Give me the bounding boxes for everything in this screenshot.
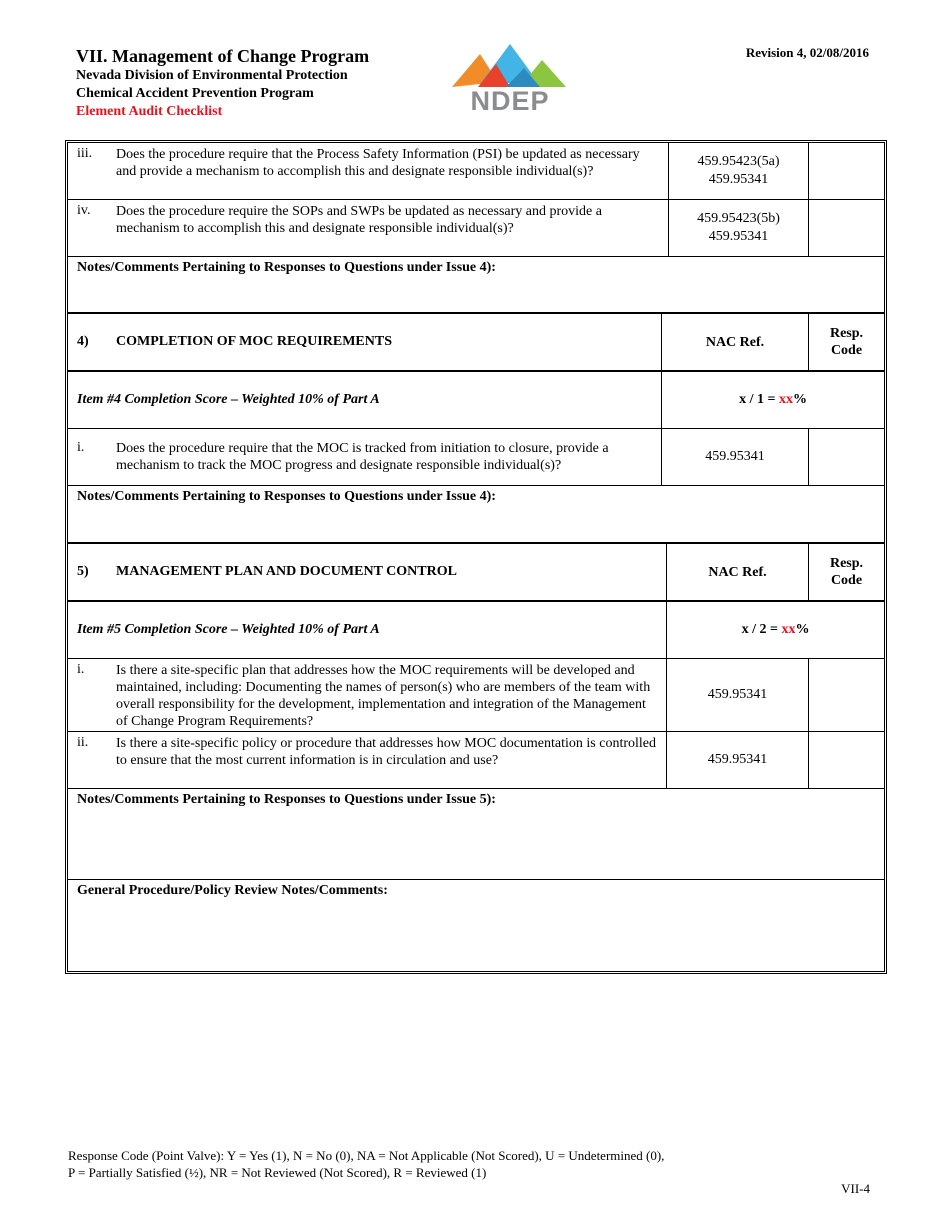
completion-score-value — [661, 372, 884, 428]
code-label: Code — [830, 573, 863, 588]
nac-ref: 459.95341 — [708, 172, 769, 187]
notes-label: Notes/Comments Pertaining to Responses to Questions under Issue 4): — [77, 489, 496, 504]
resp-label: Resp. — [829, 556, 864, 571]
score-prefix: x / 2 = — [741, 622, 782, 637]
nac-ref-cell — [668, 200, 808, 256]
question-text: Does the procedure require that the Process Safety Information (PSI) be updated as necessary and provide a mechanism to accomplish this and designate responsible individual(s)? — [116, 147, 640, 179]
document-header — [76, 45, 369, 121]
legend-line-1: Response Code (Point Valve): Y = Yes (1), N = No (0), NA = Not Applicable (Not Scored), U = Undetermined (0), — [68, 1148, 665, 1163]
question-number: i. — [77, 440, 85, 455]
nac-ref-cell: 459.95341 — [666, 659, 808, 731]
section-number: 5) — [77, 564, 89, 579]
score-placeholder: xx — [778, 392, 793, 407]
question-text: Is there a site-specific plan that addresses how the MOC requirements will be developed and maintained, including: Documenting the names of person(s) who are members of the team with overall responsibility for the development, implementation and integration of the Management of Change Program Requirements? — [116, 663, 651, 729]
response-code-cell[interactable] — [808, 200, 884, 256]
section-number: 4) — [77, 334, 89, 349]
question-text: Does the procedure require the SOPs and SWPs be updated as necessary and provide a mechanism to accomplish this and designate responsible individual(s)? — [116, 204, 602, 236]
question-number: ii. — [77, 735, 89, 750]
completion-score-label: Item #5 Completion Score – Weighted 10% of Part A — [77, 622, 380, 637]
table-row — [68, 732, 884, 789]
notes-label: Notes/Comments Pertaining to Responses to Questions under Issue 5): — [77, 792, 496, 807]
section-heading: COMPLETION OF MOC REQUIREMENTS — [116, 334, 392, 349]
general-notes-row[interactable] — [68, 880, 884, 971]
response-code-cell[interactable] — [808, 659, 884, 731]
logo-text: NDEP — [470, 86, 550, 116]
response-code-cell[interactable] — [808, 143, 884, 199]
mountain-logo-icon — [450, 42, 570, 92]
section-header-row — [68, 314, 884, 372]
score-suffix: % — [792, 392, 807, 407]
ndep-logo — [450, 42, 570, 122]
table-row — [68, 200, 884, 257]
response-code-legend — [68, 1147, 664, 1181]
score-prefix: x / 1 = — [739, 392, 779, 407]
question-text: Does the procedure require that the MOC is tracked from initiation to closure, provide a mechanism to track the MOC progress and designate responsible individual(s)? — [116, 441, 609, 473]
question-number: iii. — [77, 146, 93, 161]
nac-ref-cell: 459.95341 — [661, 429, 808, 485]
notes-row[interactable] — [68, 486, 884, 544]
resp-label: Resp. — [829, 326, 864, 341]
table-row — [68, 429, 884, 486]
table-row — [68, 659, 884, 732]
section-header-row — [68, 544, 884, 602]
completion-score-label: Item #4 Completion Score – Weighted 10% of Part A — [77, 392, 380, 407]
nac-ref-header: NAC Ref. — [666, 544, 808, 600]
section-heading: MANAGEMENT PLAN AND DOCUMENT CONTROL — [116, 564, 457, 579]
checklist-title: Element Audit Checklist — [76, 104, 223, 119]
resp-code-header — [808, 544, 884, 600]
score-suffix: % — [795, 622, 810, 637]
question-number: i. — [77, 662, 85, 677]
nac-ref-header: NAC Ref. — [661, 314, 808, 370]
organization-name: Nevada Division of Environmental Protection — [76, 68, 348, 83]
code-label: Code — [830, 343, 863, 358]
nac-ref-cell — [668, 143, 808, 199]
notes-label: Notes/Comments Pertaining to Responses to Questions under Issue 4): — [77, 260, 496, 275]
nac-ref: 459.95341 — [708, 229, 769, 244]
program-name: Chemical Accident Prevention Program — [76, 86, 314, 101]
completion-score-value — [666, 602, 884, 658]
table-row — [68, 143, 884, 200]
score-row — [68, 372, 884, 429]
question-number: iv. — [77, 203, 91, 218]
notes-row[interactable] — [68, 257, 884, 314]
nac-ref: 459.95423(5b) — [697, 211, 780, 226]
nac-ref-cell: 459.95341 — [666, 732, 808, 788]
notes-row[interactable] — [68, 789, 884, 880]
legend-line-2: P = Partially Satisfied (½), NR = Not Reviewed (Not Scored), R = Reviewed (1) — [68, 1165, 487, 1180]
response-code-cell[interactable] — [808, 732, 884, 788]
resp-code-header — [808, 314, 884, 370]
score-row — [68, 602, 884, 659]
general-notes-label: General Procedure/Policy Review Notes/Comments: — [77, 883, 388, 898]
question-text: Is there a site-specific policy or procedure that addresses how MOC documentation is controlled to ensure that the most current information is in circulation and use? — [116, 736, 657, 768]
page-number: VII-4 — [841, 1181, 870, 1196]
revision-label: Revision 4, 02/08/2016 — [745, 45, 869, 60]
nac-ref: 459.95423(5a) — [697, 154, 780, 169]
response-code-cell[interactable] — [808, 429, 884, 485]
score-placeholder: xx — [781, 622, 796, 637]
section-title: VII. Management of Change Program — [76, 46, 370, 66]
